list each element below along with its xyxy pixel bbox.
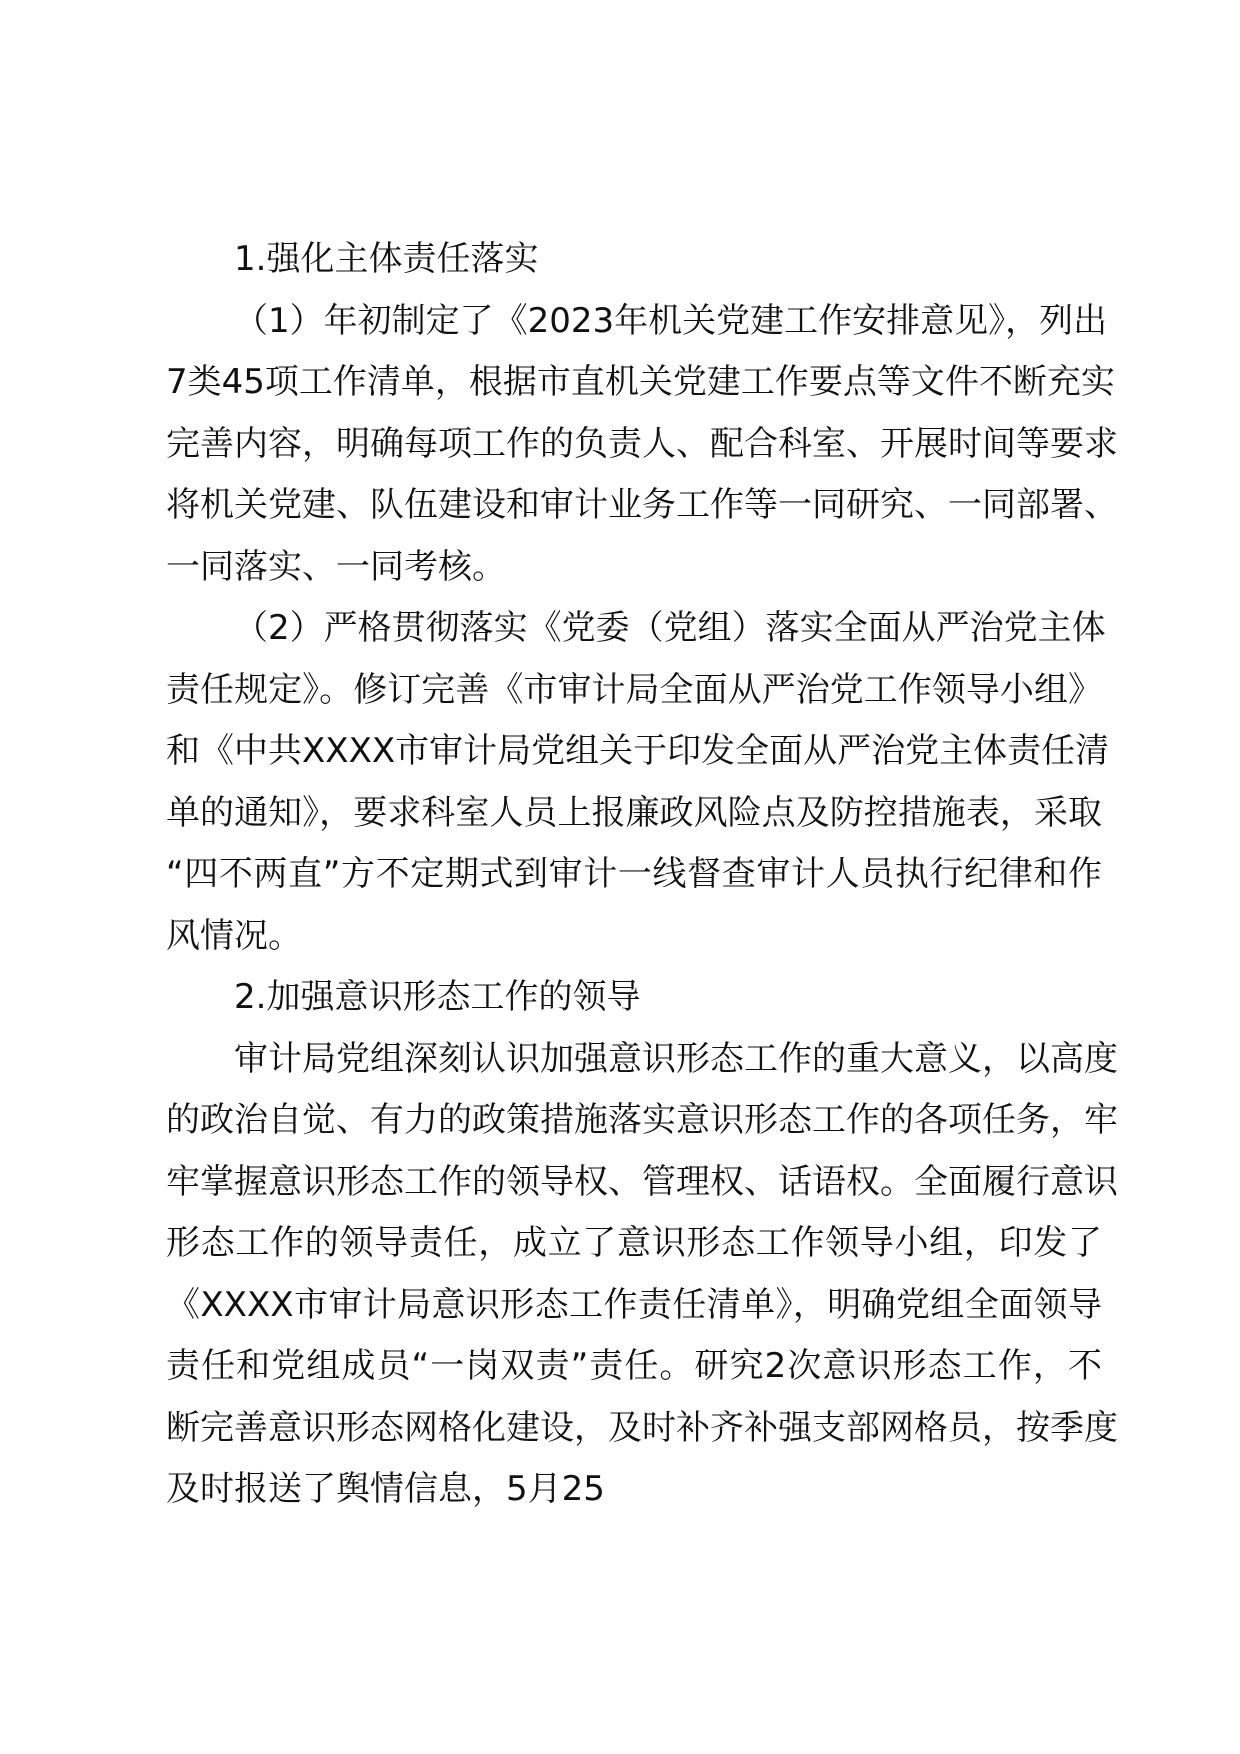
paragraph-line: 断完善意识形态网格化建设，及时补齐补强支部网格员，按季度 <box>166 1407 1118 1448</box>
paragraph-line: 《XXXX市审计局意识形态工作责任清单》，明确党组全面领导 <box>166 1284 1102 1325</box>
paragraph-line: 完善内容，明确每项工作的负责人、配合科室、开展时间等要求 <box>166 423 1118 464</box>
paragraph-line: 一同落实、一同考核。 <box>166 546 506 587</box>
paragraph-line: 7类45项工作清单，根据市直机关党建工作要点等文件不断充实 <box>166 362 1115 402</box>
paragraph-line: 的政治自觉、有力的政策措施落实意识形态工作的各项任务，牢 <box>166 1100 1118 1140</box>
paragraph-line: “四不两直”方不定期式到审计一线督查审计人员执行纪律和作 <box>166 854 1102 894</box>
paragraph-line: 风情况。 <box>166 915 302 956</box>
section-heading-2: 2.加强意识形态工作的领导 <box>234 977 641 1017</box>
paragraph-line: 形态工作的领导责任，成立了意识形态工作领导小组，印发了 <box>166 1223 1102 1263</box>
paragraph-line: 和《中共XXXX市审计局党组关于印发全面从严治党主体责任清 <box>166 731 1110 771</box>
section-heading-1: 1.强化主体责任落实 <box>234 239 539 279</box>
paragraph-line: 将机关党建、队伍建设和审计业务工作等一同研究、一同部署、 <box>166 485 1118 525</box>
paragraph-line: （2）严格贯彻落实《党委（党组）落实全面从严治党主体 <box>234 608 1106 648</box>
paragraph-line: 责任规定》。修订完善《市审计局全面从严治党工作领导小组》 <box>166 669 1102 710</box>
paragraph-line: 审计局党组深刻认识加强意识形态工作的重大意义，以高度 <box>234 1038 1118 1079</box>
document-body <box>166 229 1118 1521</box>
paragraph-line: 牢掌握意识形态工作的领导权、管理权、话语权。全面履行意识 <box>166 1161 1118 1202</box>
paragraph-line: 及时报送了舆情信息，5月25 <box>166 1469 605 1509</box>
paragraph-line: 责任和党组成员“一岗双责”责任。研究2次意识形态工作，不 <box>166 1346 1102 1386</box>
paragraph-line: （1）年初制定了《2023年机关党建工作安排意见》，列出 <box>234 300 1108 341</box>
paragraph-line: 单的通知》，要求科室人员上报廉政风险点及防控措施表，采取 <box>166 792 1102 833</box>
